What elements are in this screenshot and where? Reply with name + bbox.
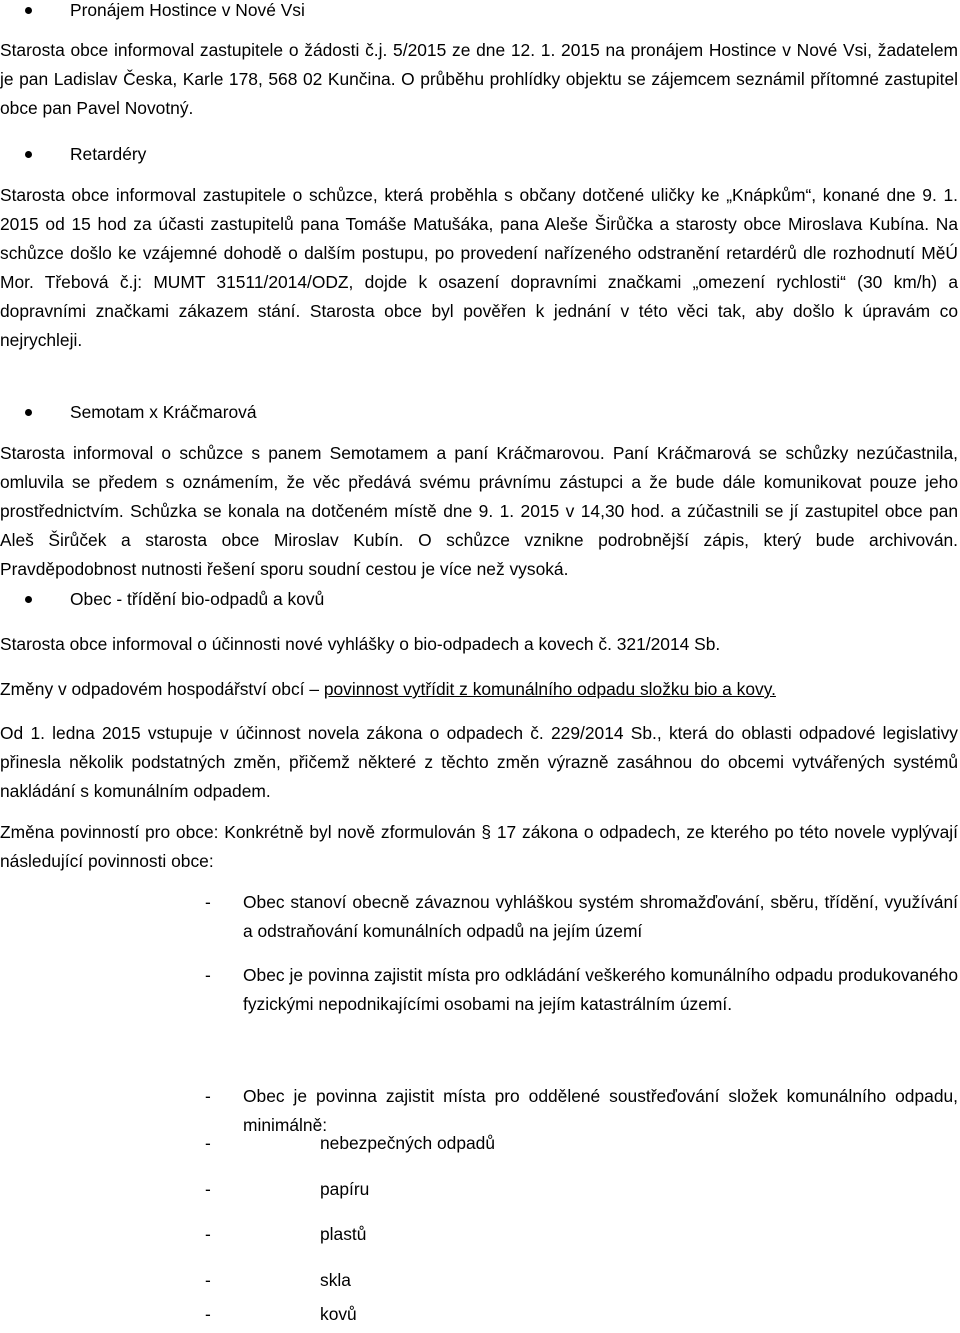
paragraph-odpady-povinnosti: Změna povinností pro obce: Konkrétně byl nově zformulován § 17 zákona o odpadech, ze kterého po této novele vyplývají následující povinnosti obce: [0, 822, 958, 871]
heading-text: Obec - třídění bio-odpadů a kovů [70, 589, 325, 609]
waste-component-text: papíru [320, 1179, 370, 1199]
duty-text: Obec stanoví obecně závaznou vyhláškou systém shromažďování, sběru, třídění, využívání a odstraňování komunálních odpadů na jejím území [243, 892, 958, 941]
paragraph-semotam: Starosta informoval o schůzce s panem Semotamem a paní Kráčmarovou. Paní Kráčmarová se schůzky nezúčastnila, omluvila se předem s oznámením, že věc předává svému právnímu zástupci a že bude dále komunikovat pouze jeho prostřednictvím. Schůzka se konala na dotčeném místě dne 9. 1. 2015 v 14,30 hod. a zúčastnili se jí zastupitel obce pan Aleš Širůček a starosta obce Miroslav Kubín. O schůzce vznikne podrobnější zápis, který bude archivován. Pravděpodobnost nutnosti řešení sporu soudní cestou je více než vysoká. [0, 443, 958, 579]
dash-marker: - [205, 892, 211, 912]
paragraph-odpady-novela: Od 1. ledna 2015 vstupuje v účinnost novela zákona o odpadech č. 229/2014 Sb., která do oblasti odpadové legislativy přinesla několik podstatných změn, přičemž některé z těchto změn výrazně zasáhnou do obcemi vytvářených systémů nakládání s komunálním odpadem. [0, 723, 958, 801]
dash-marker: - [205, 1086, 211, 1106]
dash-marker: - [205, 1224, 211, 1244]
zmeny-underlined: povinnost vytřídit z komunálního odpadu složku bio a kovy. [323, 679, 776, 699]
dash-marker: - [205, 1133, 211, 1153]
paragraph-retardery: Starosta obce informoval zastupitele o schůzce, která proběhla s občany dotčené uličky ke „Knápkům“, konané dne 9. 1. 2015 od 15 hod za účasti zastupitelů pana Tomáše Matušáka, pana Aleše Širůčka a starosty obce Miroslava Kubína. Na schůzce došlo ke vzájemné dohodě o dalším postupu, po provedení nařízeného odstranění retardérů dle rozhodnutí MěÚ Mor. Třebová č.j: MUMT 31511/2014/ODZ, dojde k osazení dopravními značkami „omezení rychlosti“ (30 km/h) a dopravními značkami zákazem stání. Starosta obce byl pověřen k jednání v této věci tak, aby došlo k úpravám co nejrychleji. [0, 185, 958, 350]
paragraph-odpady-vyhlaska: Starosta obce informoval o účinnosti nové vyhlášky o bio-odpadech a kovech č. 321/2014 Sb. [0, 634, 721, 654]
bullet-icon [25, 151, 32, 158]
duty-text: Obec je povinna zajistit místa pro oddělené soustřeďování složek komunálního odpadu, minimálně: [243, 1086, 958, 1135]
waste-component-text: kovů [320, 1304, 357, 1324]
dash-marker: - [205, 965, 211, 985]
duty-text: Obec je povinna zajistit místa pro odkládání veškerého komunálního odpadu produkovaného fyzickými nepodnikajícími osobami na jejím katastrálním území. [243, 965, 958, 1014]
dash-marker: - [205, 1304, 211, 1324]
paragraph-odpady-zmeny [0, 675, 776, 704]
dash-marker: - [205, 1270, 211, 1290]
bullet-icon [25, 7, 32, 14]
heading-text: Semotam x Kráčmarová [70, 402, 257, 422]
heading-text: Retardéry [70, 144, 147, 164]
bullet-icon [25, 409, 32, 416]
paragraph-hostinec: Starosta obce informoval zastupitele o žádosti č.j. 5/2015 ze dne 12. 1. 2015 na pronájem Hostince v Nové Vsi, žadatelem je pan Ladislav Česka, Karle 178, 568 02 Kunčina. O průběhu prohlídky objektu se zájemcem seznámil přítomné zastupitel obce pan Pavel Novotný. [0, 40, 958, 118]
zmeny-prefix: Změny v odpadovém hospodářství obcí – [0, 679, 324, 699]
waste-component-text: plastů [320, 1224, 367, 1244]
waste-component-text: skla [320, 1270, 351, 1290]
dash-marker: - [205, 1179, 211, 1199]
heading-text: Pronájem Hostince v Nové Vsi [70, 0, 305, 20]
bullet-icon [25, 596, 32, 603]
waste-component-text: nebezpečných odpadů [320, 1133, 496, 1153]
